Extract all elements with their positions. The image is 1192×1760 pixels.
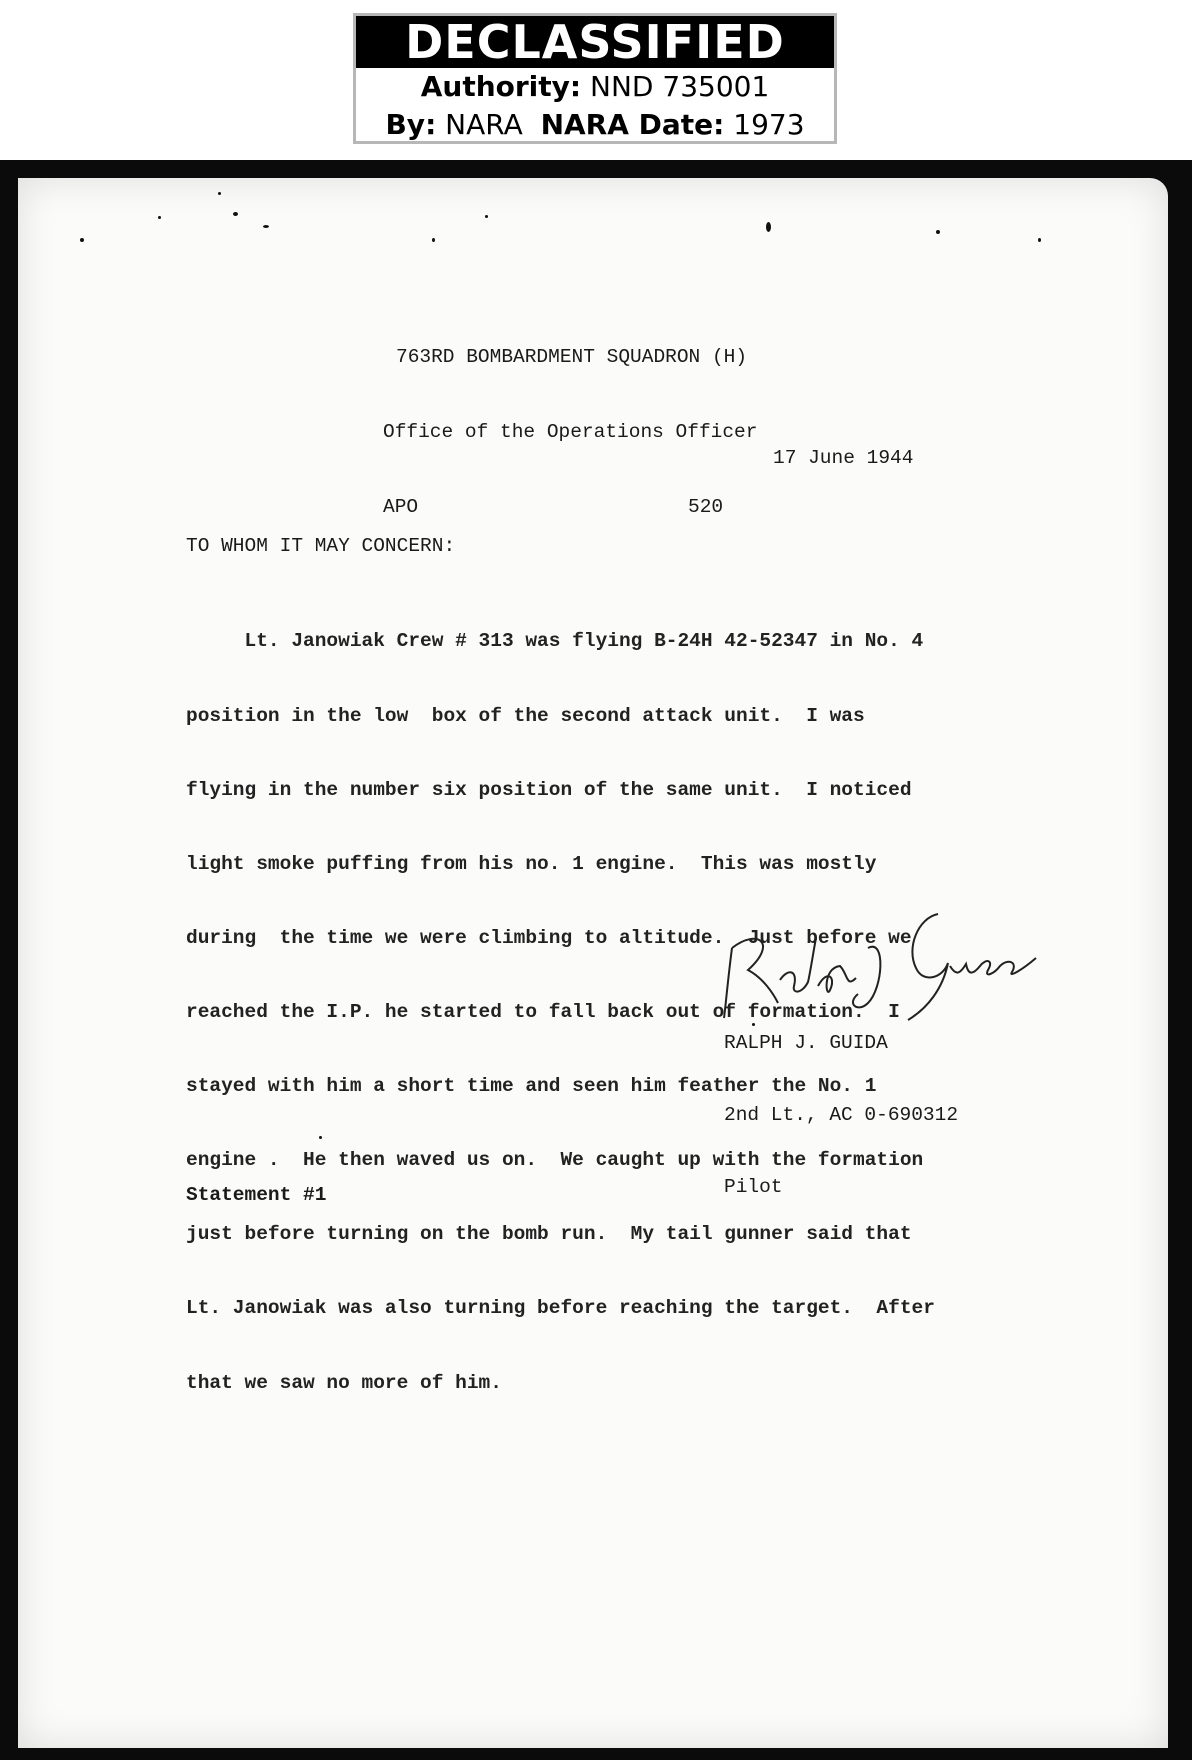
letterhead-unit: 763RD BOMBARDMENT SQUADRON (H) [396, 346, 748, 368]
scanned-document-frame [0, 160, 1192, 1760]
stamp-authority-label: Authority: [420, 70, 582, 103]
body-line: reached the I.P. he started to fall back out of formation. I [186, 1000, 900, 1023]
declassified-stamp [353, 13, 837, 144]
statement-number: Statement #1 [186, 1184, 327, 1206]
signature-block [724, 983, 958, 1247]
letterhead [383, 295, 770, 570]
scan-speck [432, 238, 435, 242]
scan-speck [1038, 238, 1041, 242]
body-line: during the time we were climbing to altitude. Just before we [186, 926, 912, 949]
scan-speck [485, 215, 488, 218]
body-line: just before turning on the bomb run. My tail gunner said that [186, 1223, 912, 1246]
letterhead-office: Office of the Operations Officer [383, 421, 758, 443]
body-line: stayed with him a short time and seen him feather the No. 1 [186, 1075, 877, 1098]
stamp-date-value: 1973 [733, 108, 805, 141]
letter-date: 17 June 1944 [773, 447, 914, 469]
signatory-name: RALPH J. GUIDA [724, 1032, 888, 1054]
stamp-by-label: By: [385, 108, 437, 141]
body-line: that we saw no more of him. [186, 1371, 502, 1394]
body-line: position in the low box of the second attack unit. I was [186, 704, 865, 727]
body-line: flying in the number six position of the same unit. I noticed [186, 778, 912, 801]
signatory-title: Pilot [724, 1176, 783, 1198]
scan-speck [218, 192, 221, 195]
letterhead-apo-line [383, 495, 757, 520]
scan-speck [80, 238, 84, 242]
body-line: engine . He then waved us on. We caught up with the formation [186, 1149, 924, 1172]
scan-speck [158, 216, 161, 219]
body-line: Lt. Janowiak was also turning before reaching the target. After [186, 1297, 935, 1320]
document-page [18, 178, 1168, 1748]
scan-speck [263, 225, 269, 228]
stamp-by-value: NARA [445, 108, 523, 141]
signatory-rank: 2nd Lt., AC 0-690312 [724, 1104, 959, 1126]
stamp-authority-value: NND 735001 [590, 70, 770, 103]
body-line: Lt. Janowiak Crew # 313 was flying B-24H 42-52347 in No. 4 [186, 630, 924, 653]
scan-speck [233, 212, 238, 216]
stamp-by-line [356, 106, 834, 144]
scan-speck [766, 222, 771, 232]
stamp-date-label: NARA Date: [540, 108, 725, 141]
salutation: TO WHOM IT MAY CONCERN: [186, 535, 456, 557]
body-line: light smoke puffing from his no. 1 engine. This was mostly [186, 852, 877, 875]
stamp-title: DECLASSIFIED [356, 16, 834, 68]
scan-speck [936, 230, 940, 234]
apo-label: APO [383, 496, 419, 518]
stamp-authority-line [356, 68, 834, 106]
apo-number: 520 [688, 496, 724, 518]
